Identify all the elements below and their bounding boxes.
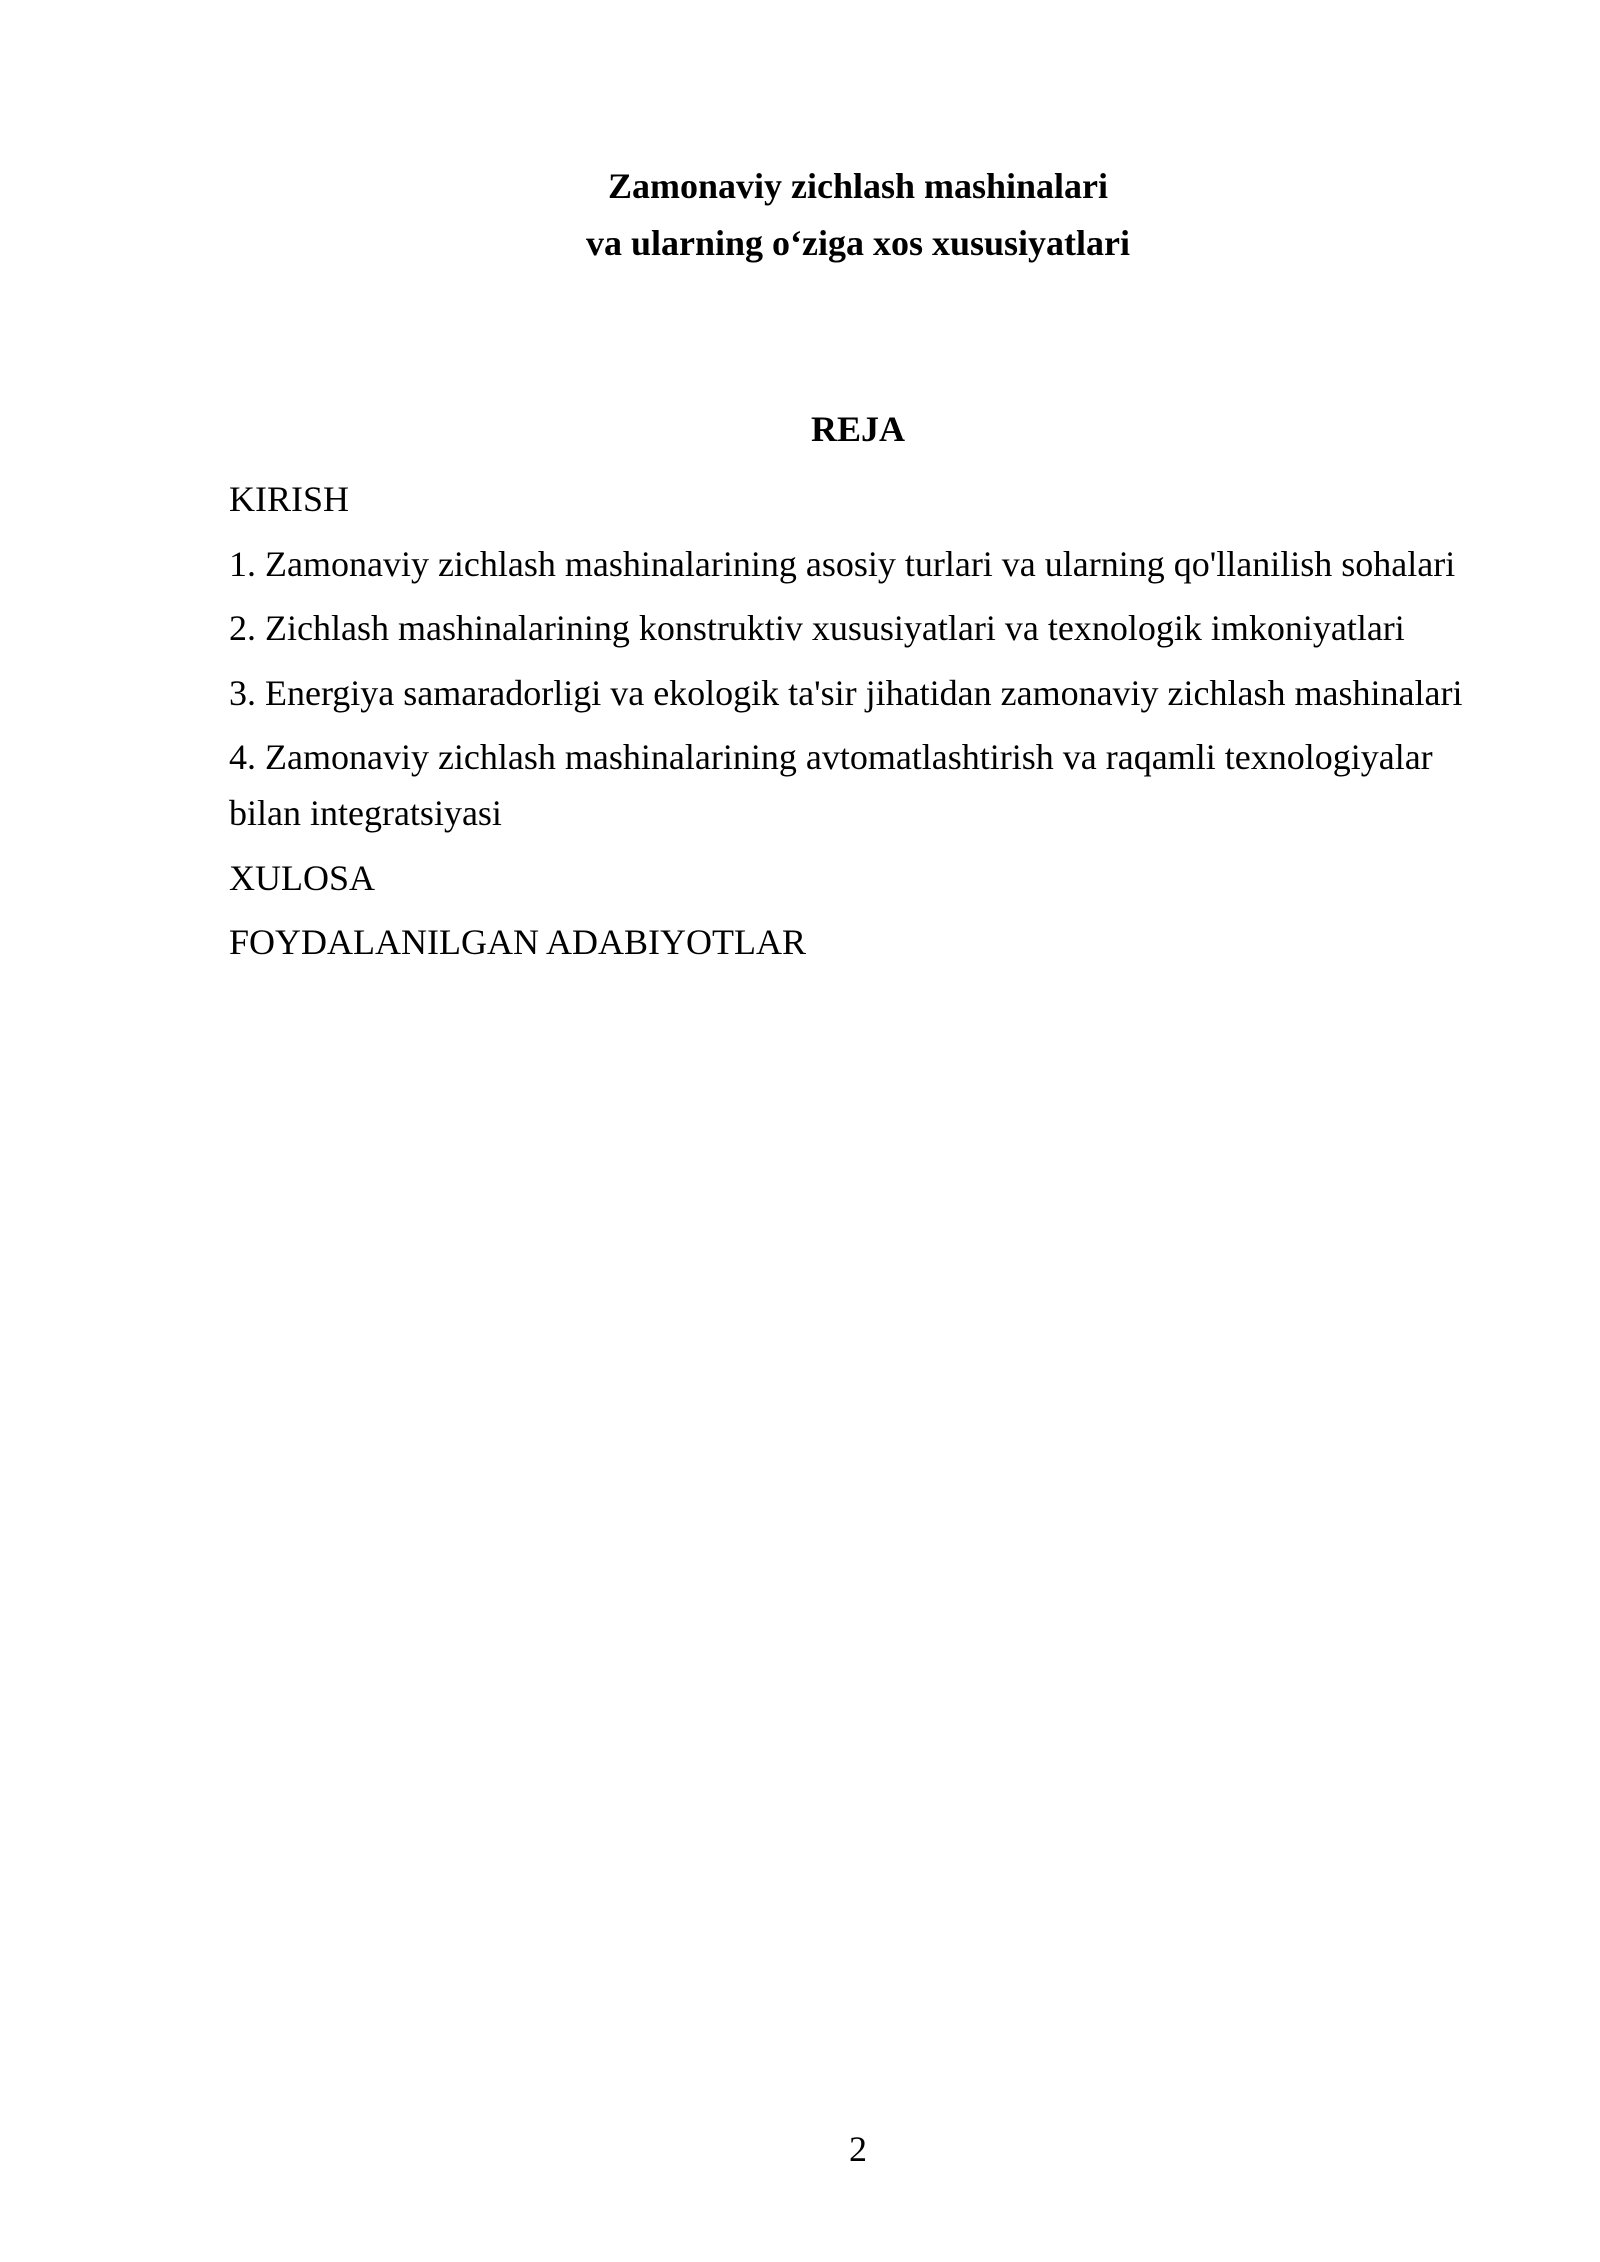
- plan-item-3: 3. Energiya samaradorligi va ekologik ta'sir jihatidan zamonaviy zichlash mashinalari: [229, 672, 1463, 713]
- plan-item-references: FOYDALANILGAN ADABIYOTLAR: [229, 922, 806, 962]
- document-title: [0, 158, 1600, 272]
- plan-heading: REJA: [810, 409, 905, 449]
- plan-item-1: 1. Zamonaviy zichlash mashinalarining asosiy turlari va ularning qo'llanilish sohalari: [229, 543, 1456, 584]
- title-line-1: Zamonaviy zichlash mashinalari: [607, 166, 1109, 206]
- plan-item-introduction: KIRISH: [229, 479, 350, 519]
- page-number: 2: [849, 2129, 867, 2169]
- plan-list: [229, 471, 1489, 979]
- plan-item-2: 2. Zichlash mashinalarining konstruktiv xususiyatlari va texnologik imkoniyatlari: [229, 608, 1405, 648]
- plan-item-4: 4. Zamonaviy zichlash mashinalarining avtomatlashtirish va raqamli texnologiyalar bilan integratsiyasi: [229, 737, 1433, 833]
- title-line-2: va ularning o‘ziga xos xususiyatlari: [585, 223, 1131, 263]
- plan-item-conclusion: XULOSA: [229, 857, 376, 898]
